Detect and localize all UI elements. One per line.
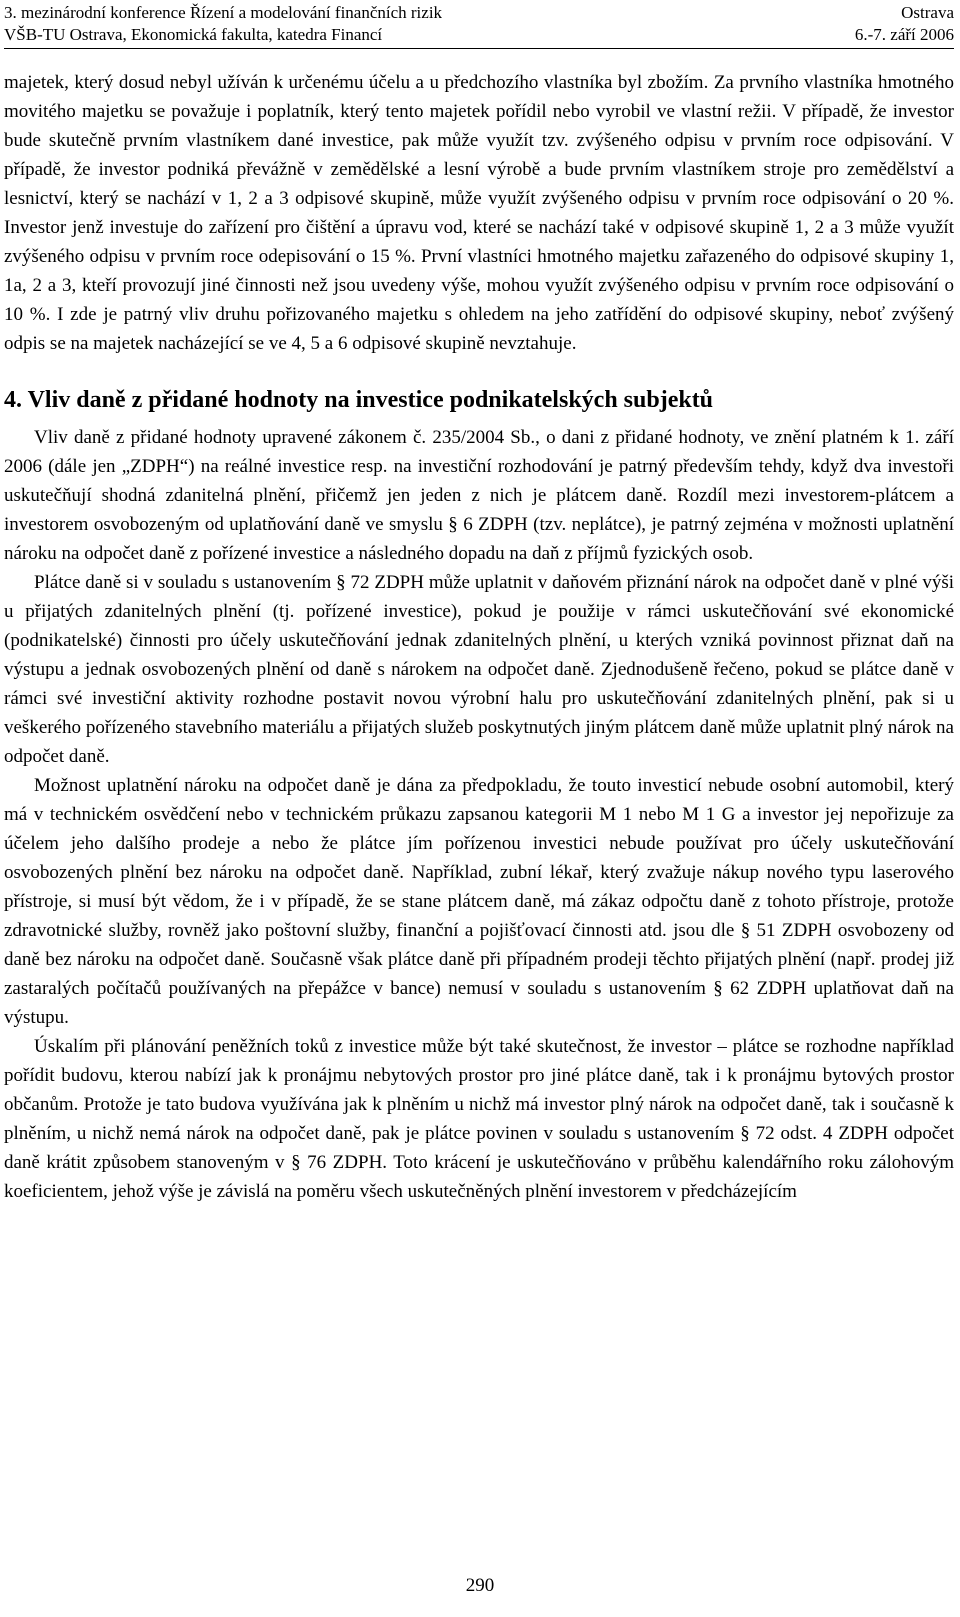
paragraph-3: Možnost uplatnění nároku na odpočet daně je dána za předpokladu, že touto investicí nebude osobní automobil, který má v technickém osvědčení nebo v technickém průkazu zapsanou kategorii M 1 nebo M 1 G a investor jej nepořizuje za účelem jeho dalšího prodeje a nebo že plátce jím pořízenou investici nebude používat pro účely uskutečňování osvobozených plnění bez nároku na odpočet daně. Například, zubní lékař, který zvažuje nákup nového typu laserového přístroje, si musí být vědom, že i v případě, že se stane plátcem daně, má zákaz odpočtu daně z tohoto přístroje, protože zdravotnické služby, rovněž jako poštovní služby, finanční a pojišťovací činnosti atd. jsou dle § 51 ZDPH osvobozeny od daně bez nároku na odpočet daně. Současně však plátce daně při případném prodeji těchto přijatých plnění (např. prodej již zastaralých počítačů používaných na přepážce v bance) nemusí v souladu s ustanovením § 62 ZDPH uplatňovat daň na výstupu. — [4, 775, 954, 1028]
paragraph-2: Plátce daně si v souladu s ustanovením § 72 ZDPH může uplatnit v daňovém přiznání nárok na odpočet daně v plné výši u přijatých zdanitelných plnění (tj. pořízené investice), pokud je použije v rámci uskutečňování své ekonomické (podnikatelské) činnosti pro účely uskutečňování jednak zdanitelných plnění, u kterých vzniká povinnost přiznat daň na výstupu a jednak osvobozených plnění od daně s nárokem na odpočet daně. Zjednodušeně řečeno, pokud se plátce daně v rámci své investiční aktivity rozhodne postavit novou výrobní halu pro uskutečňování zdanitelných plnění, pak si u veškerého pořízeného stavebního materiálu a přijatých služeb poskytnutých jiným plátcem daně může uplatnit plný nárok na odpočet daně. — [4, 572, 954, 767]
paragraph-1: Vliv daně z přidané hodnoty upravené zákonem č. 235/2004 Sb., o dani z přidané hodnoty, ve znění platném k 1. září 2006 (dále jen „ZDPH“) na reálné investice resp. na investiční rozhodování je patrný především tehdy, když dva investoři uskutečňují shodná zdanitelná plnění, přičemž jen jeden z nich je plátcem daně. Rozdíl mezi investorem-plátcem a investorem osvobozeným od uplatňování daně ve smyslu § 6 ZDPH (tzv. neplátce), je patrný zejména v možnosti uplatnění nároku na odpočet daně z pořízené investice a následného dopadu na daň z příjmů fyzických osob. — [4, 427, 954, 564]
page-header — [4, 2, 954, 46]
conference-city: Ostrava — [901, 3, 954, 22]
header-row-1 — [4, 2, 954, 24]
institution: VŠB-TU Ostrava, Ekonomická fakulta, katedra Financí — [4, 25, 383, 44]
conference-title: 3. mezinárodní konference Řízení a modelování finančních rizik — [4, 3, 443, 22]
section-heading: 4. Vliv daně z přidané hodnoty na investice podnikatelských subjektů — [4, 387, 714, 413]
paragraph-4: Úskalím při plánování peněžních toků z investice může být také skutečnost, že investor – plátce se rozhodne například pořídit budovu, kterou nabízí jak k pronájmu nebytových prostor pro jiné plátce daně, tak i k pronájmu bytových prostor občanům. Protože je tato budova využívána jak k plněním u nichž má investor plný nárok na odpočet daně, tak i současně k plněním, u nichž nemá nárok na odpočet daně, pak je plátce povinen v souladu s ustanovením § 72 odst. 4 ZDPH odpočet daně krátit způsobem stanoveným v § 76 ZDPH. Toto krácení je uskutečňováno v průběhu kalendářního roku zálohovým koeficientem, jehož výše je závislá na poměru všech uskutečněných plnění investorem v předcházejícím — [4, 1036, 954, 1202]
conference-date: 6.-7. září 2006 — [854, 25, 954, 44]
page-number: 290 — [465, 1575, 495, 1596]
header-row-2 — [4, 24, 954, 46]
page-body — [4, 68, 954, 1206]
paragraph-continued: majetek, který dosud nebyl užíván k určenému účelu a u předchozího vlastníka byl zbožím. Za prvního vlastníka hmotného movitého majetku se považuje i poplatník, který tento majetek pořídil nebo vyrobil ve vlastní režii. V případě, že investor bude skutečně prvním vlastníkem dané investice, pak může využít tzv. zvýšeného odpisu v prvním roce odpisování. V případě, že investor podniká převážně v zemědělské a lesní výrobě a bude prvním vlastníkem stroje pro zemědělství a lesnictví, který se nachází v 1, 2 a 3 odpisové skupině, může využít zvýšeného odpisu v prvním roce odpisování o 20 %. Investor jenž investuje do zařízení pro čištění a úpravu vod, které se nachází také v odpisové skupině 1, 2 a 3 může využít zvýšeného odpisu v prvním roce odepisování o 15 %. První vlastníci hmotného majetku zařazeného do odpisové skupiny 1, 1a, 2 a 3, kteří provozují jiné činnosti než jsou uvedeny výše, mohou využít zvýšeného odpisu v prvním roce odpisování o 10 %. I zde je patrný vliv druhu pořizovaného majetku s ohledem na jeho zatřídění do odpisové skupiny, neboť zvýšený odpis se na majetek nacházející se ve 4, 5 a 6 odpisové skupině nevztahuje. — [4, 72, 954, 354]
header-divider — [4, 48, 954, 49]
